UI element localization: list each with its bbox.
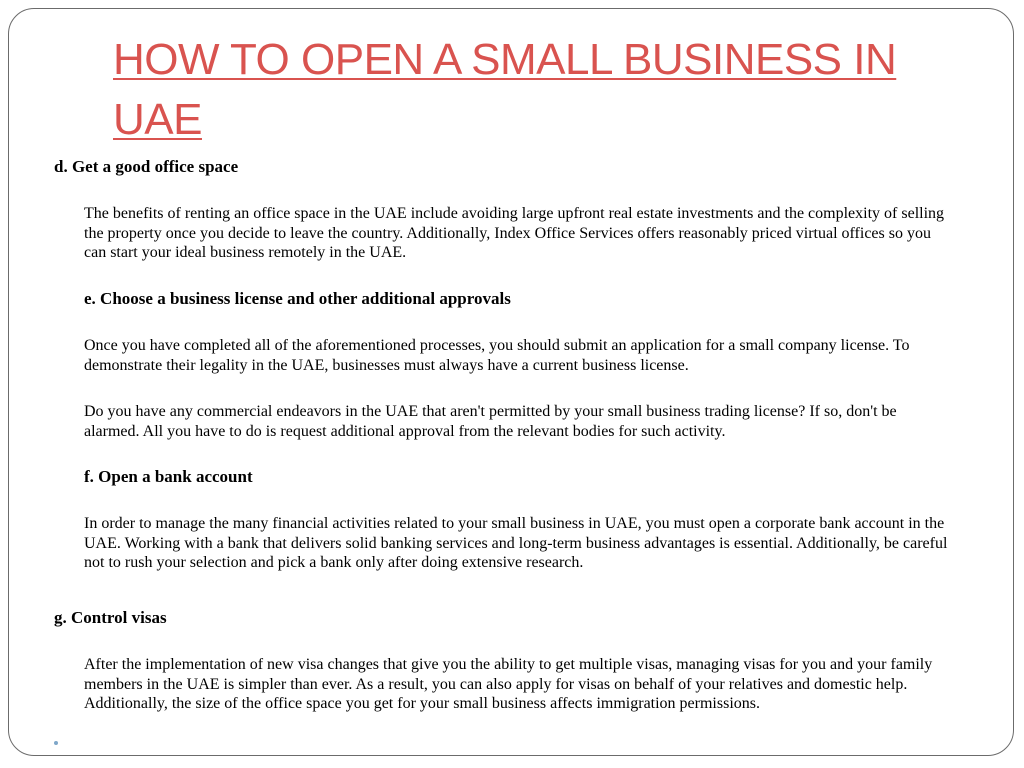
section-e-paragraph-2: Do you have any commercial endeavors in the UAE that aren't permitted by your small business trading license? If so, don't be alarmed. All you have to do is request additional approval from the relevant bodies for such activity. [84, 403, 897, 440]
section-g-paragraph: After the implementation of new visa changes that give you the ability to get multiple visas, managing visas for you and your family members in the UAE is simpler than ever. As a result, you can also apply for visas on behalf of your relatives and domestic help. Additionally, the size of the office space you get for your small business affects immigration permissions. [84, 656, 933, 712]
section-f-heading: f. Open a bank account [84, 467, 253, 486]
section-e-heading: e. Choose a business license and other additional approvals [84, 289, 511, 308]
section-e-paragraph-1: Once you have completed all of the aforementioned processes, you should submit an application for a small company license. To demonstrate their legality in the UAE, businesses must always have a current business license. [84, 337, 910, 374]
slide-title: HOW TO OPEN A SMALL BUSINESS IN UAE [113, 35, 897, 144]
bullet-dot-icon [54, 741, 58, 745]
section-g-heading: g. Control visas [54, 608, 167, 627]
section-d-paragraph: The benefits of renting an office space in the UAE include avoiding large upfront real estate investments and the complexity of selling the property once you decide to leave the country. Additionally, Index Office Services offers reasonably priced virtual offices so you can start your ideal business remotely in the UAE. [84, 205, 945, 261]
section-f-paragraph: In order to manage the many financial activities related to your small business in UAE, you must open a corporate bank account in the UAE. Working with a bank that delivers solid banking services and long-term business advantages is essential. Additionally, be careful not to rush your selection and pick a bank only after doing extensive research. [84, 515, 948, 571]
section-d-heading: d. Get a good office space [54, 157, 239, 176]
